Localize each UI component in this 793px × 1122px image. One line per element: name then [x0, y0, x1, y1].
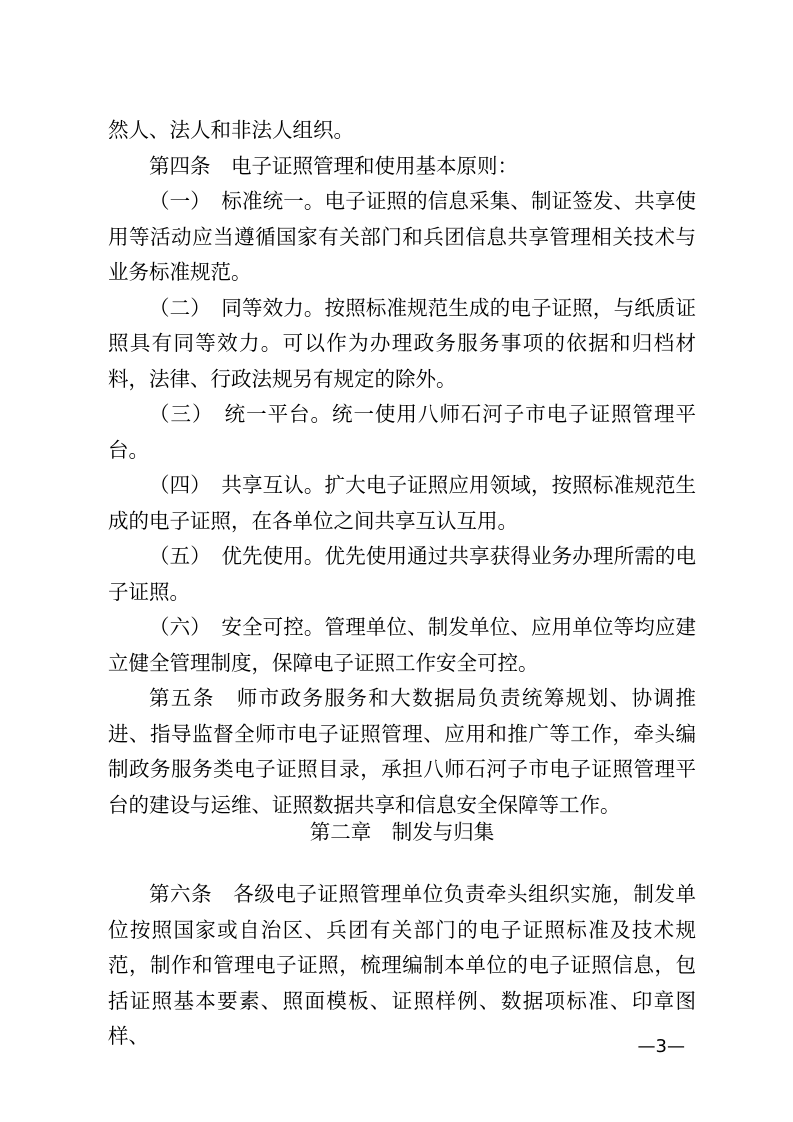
body-text-section-2 — [108, 877, 696, 1055]
paragraph-article-5: 第五条 师市政务服务和大数据局负责统筹规划、协调推进、指导监督全师市电子证照管理、应用和推广等工作，牵头编制政务服务类电子证照目录，承担八师石河子市电子证照管理平台的建设与运维、证照数据共享和信息安全保障等工作。 — [108, 686, 696, 817]
paragraph-principle-6: （六） 安全可控。管理单位、制发单位、应用单位等均应建立健全管理制度，保障电子证照工作安全可控。 — [108, 615, 696, 675]
paragraph-principle-5: （五） 优先使用。优先使用通过共享获得业务办理所需的电子证照。 — [108, 544, 696, 604]
paragraph-principle-3: （三） 统一平台。统一使用八师石河子市电子证照管理平台。 — [108, 402, 696, 462]
paragraph-article-6: 第六条 各级电子证照管理单位负责牵头组织实施，制发单位按照国家或自治区、兵团有关部门的电子证照标准及技术规范，制作和管理电子证照，梳理编制本单位的电子证照信息，包括证照基本要素、照面模板、证照样例、数据项标准、印章图样、 — [108, 882, 696, 1048]
body-text-section-1 — [108, 113, 696, 823]
paragraph-article-4: 第四条 电子证照管理和使用基本原则： — [149, 153, 518, 178]
paragraph-principle-1: （一） 标准统一。电子证照的信息采集、制证签发、共享使用等活动应当遵循国家有关部门和兵团信息共享管理相关技术与业务标准规范。 — [108, 189, 696, 284]
page-number: —3— — [637, 1036, 685, 1057]
paragraph-principle-4: （四） 共享互认。扩大电子证照应用领域，按照标准规范生成的电子证照，在各单位之间共享互认互用。 — [108, 473, 696, 533]
chapter-heading: 第二章 制发与归集 — [309, 820, 495, 844]
paragraph-principle-2: （二） 同等效力。按照标准规范生成的电子证照，与纸质证照具有同等效力。可以作为办理政务服务事项的依据和归档材料，法律、行政法规另有规定的除外。 — [108, 295, 696, 391]
paragraph-continuation: 然人、法人和非法人组织。 — [108, 118, 354, 142]
